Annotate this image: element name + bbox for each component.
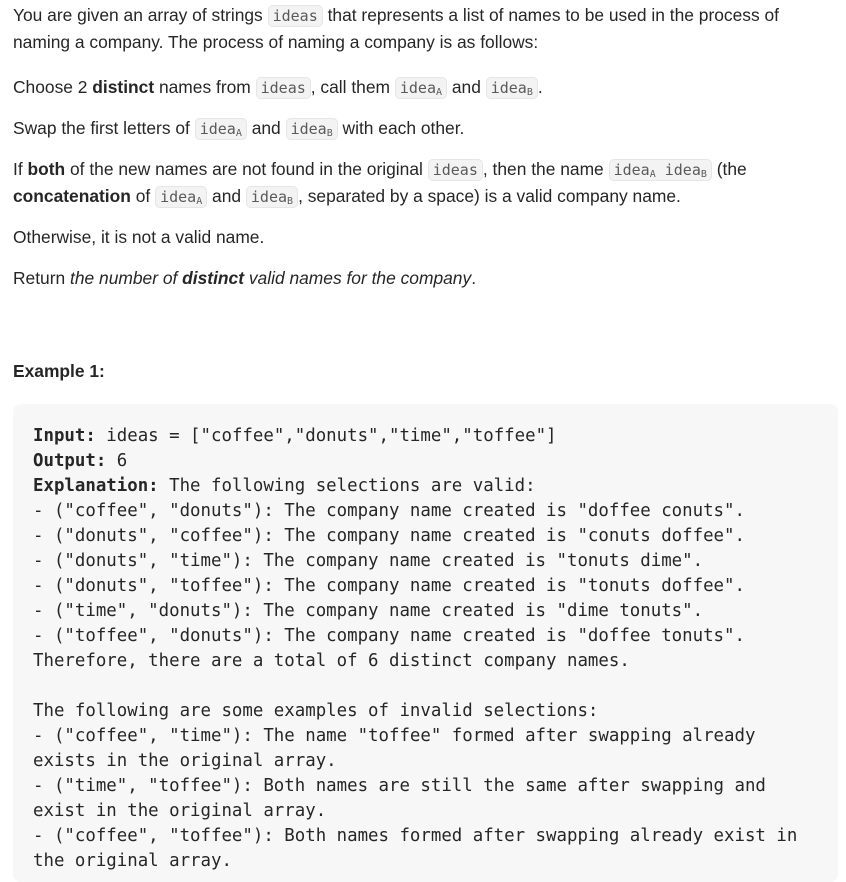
otherwise-paragraph: [13, 224, 264, 250]
inline-code: ideas: [256, 77, 311, 99]
text: and: [447, 77, 486, 97]
text: names from: [154, 77, 256, 97]
intro-paragraph: [13, 2, 813, 55]
subscript: A: [649, 169, 656, 180]
explanation-line-5: - ("time", "donuts"): The company name created is "dime tonuts".: [33, 601, 704, 621]
explanation-line-12: - ("time", "toffee"): Both names are still the same after swapping and: [33, 776, 766, 796]
subscript: A: [235, 128, 242, 139]
text: Swap the first letters of: [13, 118, 195, 138]
text: valid names for the company: [244, 268, 472, 288]
explanation-line-11: exists in the original array.: [33, 751, 337, 771]
text: and: [246, 118, 286, 138]
explanation-line-10: - ("coffee", "time"): The name "toffee" formed after swapping already: [33, 726, 756, 746]
inline-code: ideas: [428, 159, 483, 181]
explanation-line-13: exist in the original array.: [33, 801, 327, 821]
code-text: idea: [160, 188, 197, 206]
text: of: [130, 186, 156, 206]
explanation-line-1: - ("coffee", "donuts"): The company name created is "doffee conuts".: [33, 501, 745, 521]
text: If: [13, 159, 28, 179]
text: .: [471, 268, 477, 288]
text: Choose 2: [13, 77, 93, 97]
text: with each other.: [337, 118, 465, 138]
text: that represents a list of names to be used in the process of naming a company. The process of naming a company is as follows:: [13, 5, 780, 52]
subscript: B: [287, 196, 294, 207]
text: (the: [711, 159, 747, 179]
inline-code: [195, 118, 247, 140]
explanation-line-8: [33, 674, 818, 699]
output-label: Output:: [33, 451, 107, 471]
inline-code: [395, 77, 447, 99]
inline-code: [609, 159, 712, 181]
inline-code: [246, 186, 298, 208]
step-swap-paragraph: [13, 115, 464, 142]
inline-code: ideas: [268, 5, 323, 27]
subscript: A: [196, 196, 203, 207]
text: .: [537, 77, 543, 97]
text: Return: [13, 268, 71, 288]
input-label: Input:: [33, 426, 96, 446]
code-text: idea: [613, 161, 650, 179]
input-value: ideas = ["coffee","donuts","time","toffee"]: [95, 426, 557, 446]
explanation-line-2: - ("donuts", "coffee"): The company name created is "conuts doffee".: [33, 526, 745, 546]
code-text: idea: [399, 79, 436, 97]
italic-text: [70, 268, 471, 288]
subscript: A: [435, 87, 443, 98]
example-code-block: [13, 404, 838, 882]
subscript: B: [526, 87, 533, 98]
explanation-label: Explanation:: [33, 476, 159, 496]
return-paragraph: [13, 265, 476, 291]
explanation-line-3: - ("donuts", "time"): The company name created is "tonuts dime".: [33, 551, 704, 571]
subscript: B: [700, 169, 707, 180]
explanation-line-6: - ("toffee", "donuts"): The company name created is "doffee tonuts".: [33, 626, 745, 646]
text: , call them: [310, 77, 395, 97]
code-text: idea: [490, 79, 527, 97]
text: , separated by a space) is a valid company name.: [298, 186, 681, 206]
output-value: 6: [106, 451, 128, 471]
text: the number of: [70, 268, 183, 288]
bold-text: distinct: [92, 77, 155, 97]
explanation-line-7: Therefore, there are a total of 6 distinct company names.: [33, 651, 630, 671]
bold-text: concatenation: [13, 186, 131, 206]
inline-code: [155, 186, 207, 208]
explanation-line-14: - ("coffee", "toffee"): Both names formed after swapping already exist in: [33, 826, 798, 846]
explanation-line: [33, 474, 818, 499]
inline-code: [486, 77, 538, 99]
text: You are given an array of strings: [13, 5, 268, 25]
bold-text: distinct: [182, 268, 245, 288]
text: and: [207, 186, 246, 206]
inline-code: [286, 118, 338, 140]
example-title: Example 1:: [13, 361, 105, 381]
input-line: [33, 424, 818, 449]
code-text: idea: [250, 188, 288, 206]
code-text: idea: [655, 161, 701, 179]
explanation-line-9: The following are some examples of invalid selections:: [33, 701, 599, 721]
code-text: idea: [290, 120, 327, 138]
text: of the new names are not found in the original: [65, 159, 428, 179]
bold-text: both: [27, 159, 66, 179]
text: Otherwise, it is not a valid name.: [13, 227, 265, 247]
explanation-line-15: the original array.: [33, 851, 232, 871]
code-text: idea: [199, 120, 236, 138]
text: , then the name: [482, 159, 609, 179]
subscript: B: [326, 128, 333, 139]
explanation-line-4: - ("donuts", "toffee"): The company name created is "tonuts doffee".: [33, 576, 745, 596]
step-valid-paragraph: [13, 156, 803, 210]
explanation-value: The following selections are valid:: [158, 476, 536, 496]
output-line: [33, 449, 818, 474]
step-choose-paragraph: [13, 74, 543, 101]
